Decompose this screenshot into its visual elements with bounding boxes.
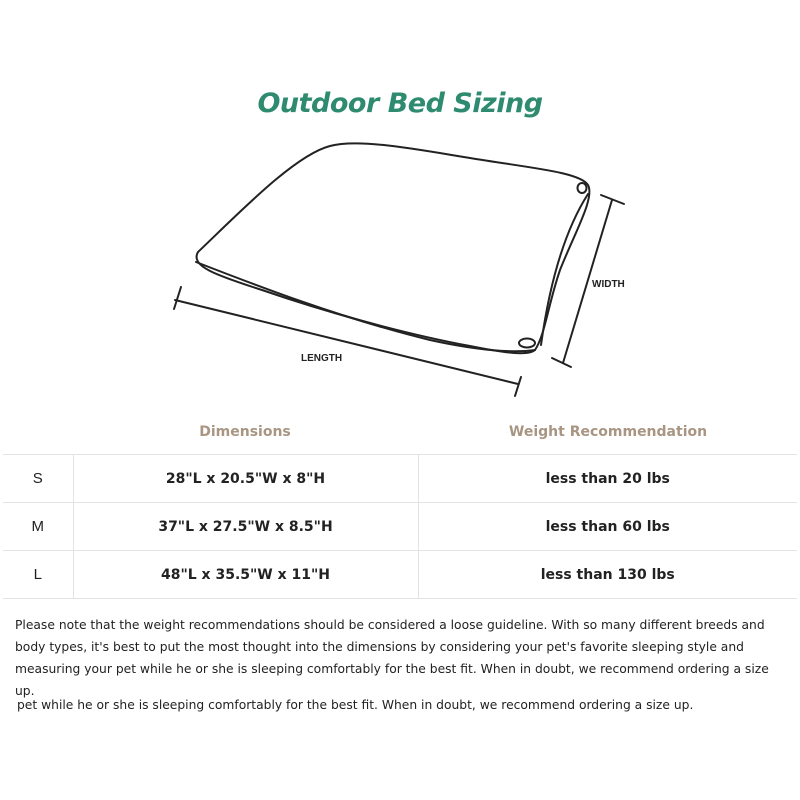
width-measure-cap-bottom	[552, 358, 571, 367]
weight-cell: less than 20 lbs	[418, 455, 797, 503]
width-measure-cap-top	[601, 195, 624, 204]
dimensions-header: Dimensions	[199, 424, 291, 440]
sizing-note: Please note that the weight recommendations should be considered a loose guideline. With so many different breeds and body types, it's best to put the most thought into the dimensions by considering your pet's favorite sleeping style and measuring your pet while he or she is sleeping comfortably for the best fit. When in doubt, we recommend ordering a size up.	[15, 618, 769, 698]
weight-cell: less than 60 lbs	[418, 503, 797, 551]
dimensions-cell: 37"L x 27.5"W x 8.5"H	[73, 503, 418, 551]
table-row	[3, 455, 797, 503]
grommet-bottom	[519, 339, 535, 348]
page-title: Outdoor Bed Sizing	[257, 88, 543, 119]
sizing-note-repeat: pet while he or she is sleeping comfortably for the best fit. When in doubt, we recommend ordering a size up.	[17, 698, 694, 712]
size-cell: M	[3, 503, 73, 551]
table-row	[3, 503, 797, 551]
length-label: LENGTH	[301, 353, 343, 364]
weight-header: Weight Recommendation	[508, 424, 708, 440]
grommet-top	[578, 183, 587, 193]
sizing-table	[3, 454, 797, 599]
length-measure-cap-right	[515, 377, 521, 396]
bed-diagram	[160, 130, 640, 410]
weight-cell: less than 130 lbs	[418, 551, 797, 599]
bed-fold-line	[196, 262, 535, 351]
width-label: WIDTH	[592, 279, 625, 290]
table-row	[3, 551, 797, 599]
dimensions-cell: 28"L x 20.5"W x 8"H	[73, 455, 418, 503]
dimensions-cell: 48"L x 35.5"W x 11"H	[73, 551, 418, 599]
length-measure-line	[175, 300, 518, 384]
bed-side-line	[541, 194, 588, 345]
length-measure-cap-left	[174, 287, 181, 309]
bed-outline	[197, 143, 590, 353]
size-cell: S	[3, 455, 73, 503]
size-cell: L	[3, 551, 73, 599]
